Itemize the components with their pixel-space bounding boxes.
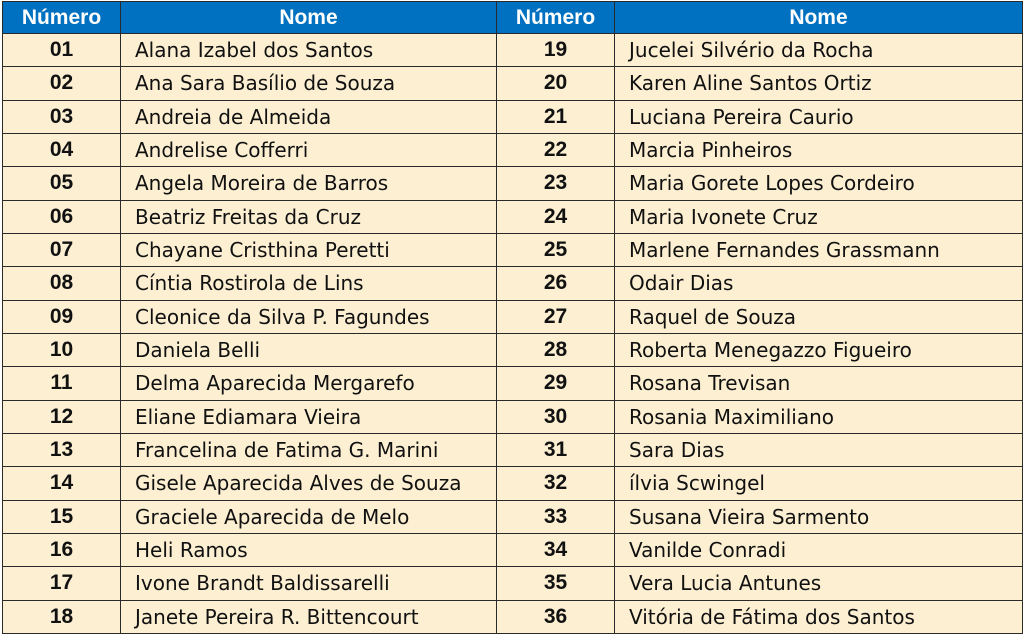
table-row bbox=[3, 200, 1023, 233]
name-cell-left: Angela Moreira de Barros bbox=[121, 167, 497, 200]
number-cell-right: 29 bbox=[497, 367, 615, 400]
number-cell-right: 30 bbox=[497, 400, 615, 433]
name-cell-left: Cíntia Rostirola de Lins bbox=[121, 267, 497, 300]
table-row bbox=[3, 600, 1023, 633]
name-cell-right: Rosania Maximiliano bbox=[615, 400, 1023, 433]
number-cell-left: 15 bbox=[3, 500, 121, 533]
number-cell-right: 23 bbox=[497, 167, 615, 200]
table-row bbox=[3, 333, 1023, 366]
number-cell-left: 04 bbox=[3, 133, 121, 166]
name-cell-left: Delma Aparecida Mergarefo bbox=[121, 367, 497, 400]
number-cell-left: 03 bbox=[3, 100, 121, 133]
number-cell-right: 19 bbox=[497, 34, 615, 67]
number-cell-left: 07 bbox=[3, 233, 121, 266]
number-cell-right: 21 bbox=[497, 100, 615, 133]
table-row bbox=[3, 400, 1023, 433]
number-cell-left: 08 bbox=[3, 267, 121, 300]
table-header-row bbox=[3, 2, 1023, 34]
number-cell-left: 16 bbox=[3, 533, 121, 566]
name-cell-left: Francelina de Fatima G. Marini bbox=[121, 433, 497, 466]
table-row bbox=[3, 133, 1023, 166]
name-cell-right: Roberta Menegazzo Figueiro bbox=[615, 333, 1023, 366]
name-cell-right: Karen Aline Santos Ortiz bbox=[615, 67, 1023, 100]
column-header-name-left: Nome bbox=[121, 2, 497, 34]
name-cell-right: Marlene Fernandes Grassmann bbox=[615, 233, 1023, 266]
name-cell-right: Raquel de Souza bbox=[615, 300, 1023, 333]
name-cell-left: Beatriz Freitas da Cruz bbox=[121, 200, 497, 233]
table-row bbox=[3, 500, 1023, 533]
name-cell-right: Susana Vieira Sarmento bbox=[615, 500, 1023, 533]
number-cell-left: 12 bbox=[3, 400, 121, 433]
name-cell-right: Sara Dias bbox=[615, 433, 1023, 466]
name-cell-left: Daniela Belli bbox=[121, 333, 497, 366]
name-cell-right: Marcia Pinheiros bbox=[615, 133, 1023, 166]
number-cell-left: 17 bbox=[3, 567, 121, 600]
table-row bbox=[3, 267, 1023, 300]
column-header-number-left: Número bbox=[3, 2, 121, 34]
number-cell-left: 13 bbox=[3, 433, 121, 466]
number-cell-right: 22 bbox=[497, 133, 615, 166]
name-cell-right: Luciana Pereira Caurio bbox=[615, 100, 1023, 133]
name-cell-right: Maria Ivonete Cruz bbox=[615, 200, 1023, 233]
table-row bbox=[3, 300, 1023, 333]
number-cell-right: 28 bbox=[497, 333, 615, 366]
name-cell-right: Vitória de Fátima dos Santos bbox=[615, 600, 1023, 633]
table-row bbox=[3, 67, 1023, 100]
column-header-number-right: Número bbox=[497, 2, 615, 34]
number-cell-left: 02 bbox=[3, 67, 121, 100]
name-cell-left: Graciele Aparecida de Melo bbox=[121, 500, 497, 533]
name-cell-left: Eliane Ediamara Vieira bbox=[121, 400, 497, 433]
name-cell-left: Heli Ramos bbox=[121, 533, 497, 566]
column-header-name-right: Nome bbox=[615, 2, 1023, 34]
name-cell-right: Rosana Trevisan bbox=[615, 367, 1023, 400]
name-cell-right: ílvia Scwingel bbox=[615, 467, 1023, 500]
number-cell-right: 25 bbox=[497, 233, 615, 266]
number-cell-right: 33 bbox=[497, 500, 615, 533]
table-body bbox=[3, 34, 1023, 634]
number-cell-right: 20 bbox=[497, 67, 615, 100]
number-cell-right: 27 bbox=[497, 300, 615, 333]
number-cell-left: 05 bbox=[3, 167, 121, 200]
number-cell-left: 14 bbox=[3, 467, 121, 500]
number-cell-right: 26 bbox=[497, 267, 615, 300]
name-cell-right: Jucelei Silvério da Rocha bbox=[615, 34, 1023, 67]
name-cell-right: Vanilde Conradi bbox=[615, 533, 1023, 566]
table-row bbox=[3, 100, 1023, 133]
name-cell-left: Alana Izabel dos Santos bbox=[121, 34, 497, 67]
table-row bbox=[3, 367, 1023, 400]
name-cell-left: Janete Pereira R. Bittencourt bbox=[121, 600, 497, 633]
number-cell-right: 35 bbox=[497, 567, 615, 600]
table-row bbox=[3, 567, 1023, 600]
table-row bbox=[3, 467, 1023, 500]
number-cell-left: 01 bbox=[3, 34, 121, 67]
name-cell-left: Ivone Brandt Baldissarelli bbox=[121, 567, 497, 600]
number-cell-left: 06 bbox=[3, 200, 121, 233]
number-cell-left: 10 bbox=[3, 333, 121, 366]
name-cell-left: Gisele Aparecida Alves de Souza bbox=[121, 467, 497, 500]
number-cell-right: 31 bbox=[497, 433, 615, 466]
table-row bbox=[3, 167, 1023, 200]
number-cell-left: 11 bbox=[3, 367, 121, 400]
name-cell-right: Vera Lucia Antunes bbox=[615, 567, 1023, 600]
table-row bbox=[3, 34, 1023, 67]
name-cell-left: Andrelise Cofferri bbox=[121, 133, 497, 166]
name-cell-left: Cleonice da Silva P. Fagundes bbox=[121, 300, 497, 333]
table-row bbox=[3, 433, 1023, 466]
names-sheet bbox=[2, 1, 1022, 634]
number-cell-right: 34 bbox=[497, 533, 615, 566]
name-cell-right: Odair Dias bbox=[615, 267, 1023, 300]
name-cell-left: Chayane Cristhina Peretti bbox=[121, 233, 497, 266]
number-cell-right: 36 bbox=[497, 600, 615, 633]
table-row bbox=[3, 533, 1023, 566]
name-cell-left: Ana Sara Basílio de Souza bbox=[121, 67, 497, 100]
name-cell-left: Andreia de Almeida bbox=[121, 100, 497, 133]
number-cell-left: 18 bbox=[3, 600, 121, 633]
participants-table bbox=[2, 1, 1023, 634]
number-cell-right: 24 bbox=[497, 200, 615, 233]
number-cell-left: 09 bbox=[3, 300, 121, 333]
name-cell-right: Maria Gorete Lopes Cordeiro bbox=[615, 167, 1023, 200]
number-cell-right: 32 bbox=[497, 467, 615, 500]
table-row bbox=[3, 233, 1023, 266]
